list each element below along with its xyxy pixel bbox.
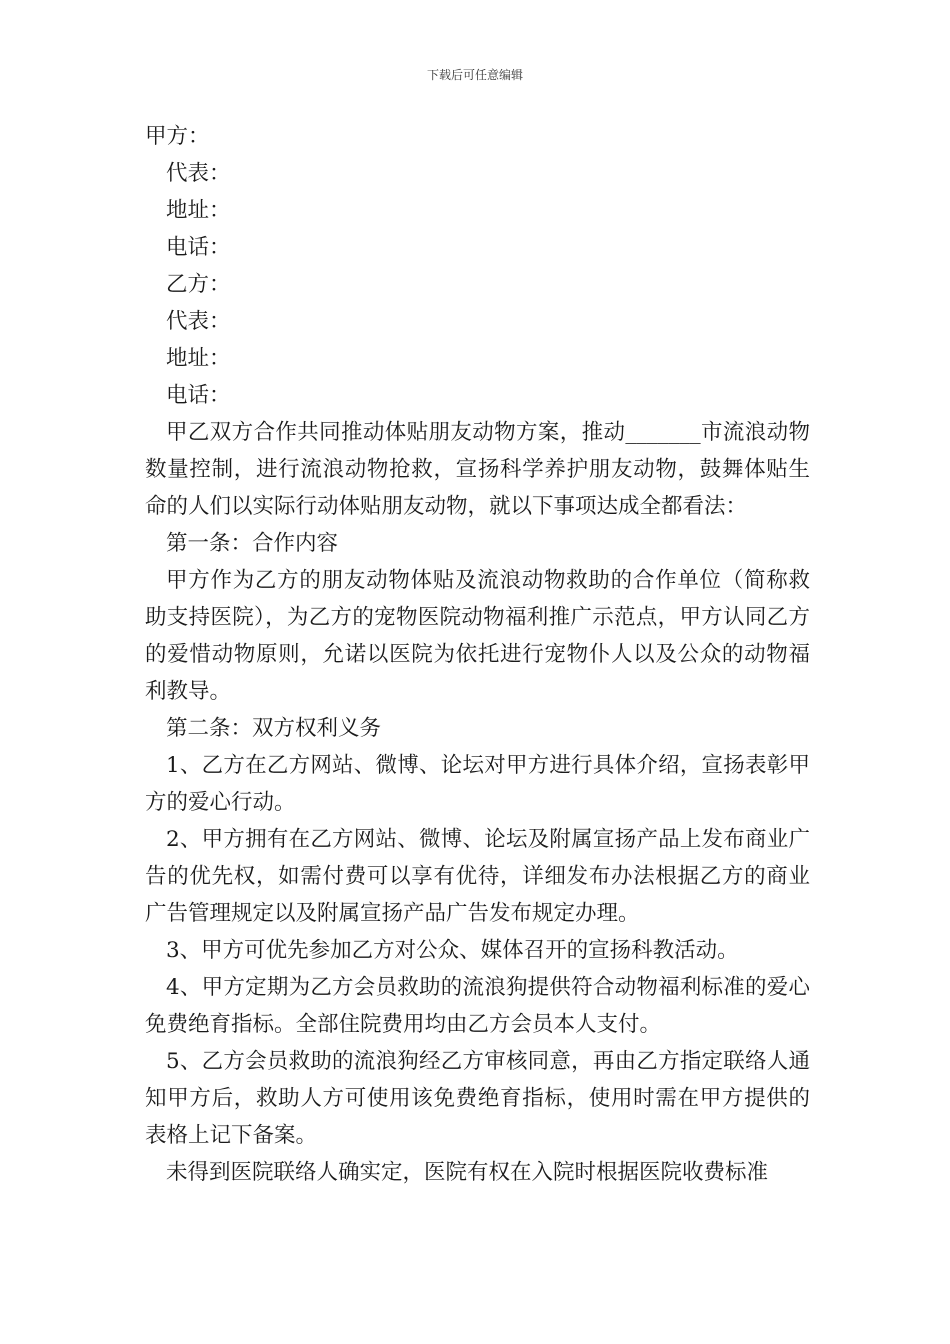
- party-a-representative: 代表：: [166, 161, 231, 186]
- party-a-address: 地址：: [166, 198, 231, 223]
- article2-item: 2、甲方拥有在乙方网站、微博、论坛及附属宣扬产品上发布商业广告的优先权，如需付费可以享有优待，详细发布办法根据乙方的商业广告管理规定以及附属宣扬产品广告发布规定办理。: [145, 827, 810, 926]
- party-b-label: 乙方：: [166, 272, 231, 297]
- party-b-phone: 电话：: [166, 383, 231, 408]
- party-a-phone: 电话：: [166, 235, 231, 260]
- intro-paragraph: 甲乙双方合作共同推动体贴朋友动物方案，推动_______市流浪动物数量控制，进行流浪动物抢救，宣扬科学养护朋友动物，鼓舞体贴生命的人们以实际行动体贴朋友动物，就以下事项达成全都看法：: [145, 420, 810, 519]
- article1-body: 甲方作为乙方的朋友动物体贴及流浪动物救助的合作单位（简称救助支持医院），为乙方的宠物医院动物福利推广示范点，甲方认同乙方的爱惜动物原则，允诺以医院为依托进行宠物仆人以及公众的动物福利教导。: [145, 568, 810, 704]
- article2-item: 未得到医院联络人确实定，医院有权在入院时根据医院收费标准: [166, 1160, 769, 1185]
- party-b-representative: 代表：: [166, 309, 231, 334]
- article2-item: 5、乙方会员救助的流浪狗经乙方审核同意，再由乙方指定联络人通知甲方后，救助人方可使用该免费绝育指标，使用时需在甲方提供的表格上记下备案。: [145, 1049, 810, 1148]
- contract-body: [145, 118, 810, 1191]
- header-note: 下载后可任意编辑: [426, 68, 523, 82]
- article2-title: 第二条：双方权利义务: [166, 716, 382, 741]
- article2-item: 3、甲方可优先参加乙方对公众、媒体召开的宣扬科教活动。: [166, 938, 739, 963]
- article1-title: 第一条：合作内容: [166, 531, 339, 556]
- article2-item: 4、甲方定期为乙方会员救助的流浪狗提供符合动物福利标准的爱心免费绝育指标。全部住院费用均由乙方会员本人支付。: [145, 975, 810, 1037]
- party-b-address: 地址：: [166, 346, 231, 371]
- party-a-label: 甲方：: [145, 124, 210, 149]
- article2-item: 1、乙方在乙方网站、微博、论坛对甲方进行具体介绍，宣扬表彰甲方的爱心行动。: [145, 753, 810, 815]
